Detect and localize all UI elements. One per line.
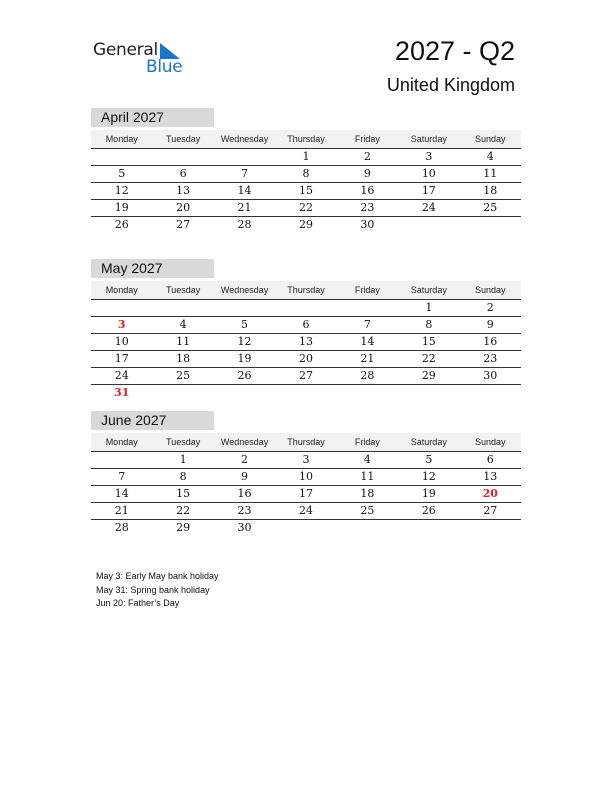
holiday-notes [96,570,219,611]
day-cell: 7 [363,318,371,331]
day-cell: 3 [302,453,310,466]
week-row [91,166,521,183]
day-cell [152,300,213,316]
country-name: United Kingdom [386,75,515,95]
week-row [91,368,521,385]
weekday-label: Wednesday [220,285,269,295]
day-cell: 27 [298,369,313,382]
day-cell: 22 [421,352,436,365]
week-row [91,183,521,200]
day-cell: 5 [425,453,433,466]
holiday-note: Jun 20: Father’s Day [96,598,180,608]
week-row [91,334,521,351]
day-cell: 13 [483,470,498,483]
day-cell [460,520,521,537]
day-cell: 26 [114,218,129,231]
day-cell [91,149,152,165]
weekday-label: Monday [105,134,138,144]
day-cell: 23 [360,201,375,214]
month-calendar-may [91,259,521,402]
day-cell: 2 [241,453,249,466]
week-row [91,317,521,334]
day-cell [275,300,336,316]
day-cell: 12 [114,184,129,197]
day-cell [214,300,275,316]
week-row [91,200,521,217]
weekday-label: Thursday [287,285,325,295]
weekday-label: Sunday [474,285,506,295]
weekday-header-row [91,130,521,149]
day-cell: 21 [114,504,129,517]
day-cell: 1 [179,453,187,466]
day-cell: 30 [483,369,498,382]
month-calendar-april [91,108,521,234]
logo-text-blue: Blue [146,57,183,77]
day-cell: 8 [179,470,187,483]
day-cell: 11 [483,167,498,180]
month-name: April 2027 [91,108,214,127]
day-cell: 27 [176,218,191,231]
holiday-day-cell: 3 [117,318,126,331]
weekday-label: Thursday [287,134,325,144]
day-cell: 10 [114,335,129,348]
day-cell: 19 [237,352,252,365]
day-cell [460,217,521,234]
week-row [91,486,521,503]
day-cell: 24 [421,201,436,214]
logo-text-general: General [93,40,158,60]
weekday-label: Saturday [410,134,447,144]
day-cell: 6 [179,167,187,180]
weekday-label: Saturday [410,285,447,295]
weekday-label: Tuesday [166,285,201,295]
day-cell: 7 [118,470,126,483]
day-cell: 20 [176,201,191,214]
week-row [91,452,521,469]
page-title: 2027 - Q2 [394,36,515,66]
day-cell: 29 [176,521,191,534]
month-name: June 2027 [91,411,214,430]
day-cell: 26 [421,504,436,517]
day-cell [91,452,152,468]
week-row [91,503,521,520]
day-cell: 28 [237,218,252,231]
day-cell: 23 [483,352,498,365]
weekday-label: Friday [354,134,380,144]
day-cell: 16 [483,335,498,348]
weekday-label: Sunday [474,437,506,447]
day-cell: 17 [114,352,129,365]
day-cell: 9 [486,318,494,331]
day-cell: 19 [421,487,436,500]
day-cell: 6 [486,453,494,466]
day-cell: 6 [302,318,310,331]
week-row [91,520,521,537]
day-cell [398,217,459,234]
day-cell: 16 [360,184,375,197]
day-cell: 24 [114,369,129,382]
day-cell: 25 [176,369,191,382]
holiday-note: May 31: Spring bank holiday [96,584,210,595]
day-cell [337,385,398,402]
weekday-label: Tuesday [166,134,201,144]
day-cell: 8 [302,167,310,180]
day-cell: 4 [363,453,371,466]
month-name: May 2027 [91,259,214,278]
day-cell: 8 [425,318,433,331]
week-row [91,300,521,317]
day-cell: 9 [363,167,371,180]
day-cell: 26 [237,369,252,382]
weekday-label: Monday [105,285,138,295]
day-cell [398,385,459,402]
day-cell: 5 [241,318,249,331]
day-cell: 7 [241,167,249,180]
day-cell [460,385,521,402]
day-cell: 2 [486,301,494,314]
weekday-header-row [91,281,521,300]
day-cell: 10 [298,470,313,483]
day-cell: 27 [483,504,498,517]
weekday-label: Monday [105,437,138,447]
day-cell: 21 [237,201,252,214]
day-cell: 25 [360,504,375,517]
day-cell [398,520,459,537]
day-cell: 9 [241,470,249,483]
day-cell: 18 [176,352,191,365]
day-cell: 17 [421,184,436,197]
day-cell [214,385,275,402]
day-cell: 16 [237,487,252,500]
day-cell: 19 [114,201,129,214]
day-cell: 13 [176,184,191,197]
day-cell: 23 [237,504,252,517]
day-cell: 28 [114,521,129,534]
day-cell: 29 [298,218,313,231]
holiday-day-cell: 20 [482,487,498,500]
day-cell: 18 [483,184,498,197]
day-cell: 5 [118,167,126,180]
day-cell: 12 [421,470,436,483]
week-row [91,385,521,402]
day-cell: 11 [176,335,191,348]
day-cell: 22 [176,504,191,517]
month-calendar-june [91,411,521,537]
day-cell: 1 [302,150,310,163]
weekday-label: Tuesday [166,437,201,447]
generalblue-logo [93,40,193,80]
weekday-label: Sunday [474,134,506,144]
day-cell: 2 [363,150,371,163]
day-cell: 14 [360,335,375,348]
day-cell: 17 [298,487,313,500]
day-cell: 11 [360,470,375,483]
weekday-label: Thursday [287,437,325,447]
day-cell: 1 [425,301,433,314]
day-cell [152,385,213,402]
day-cell: 4 [179,318,187,331]
day-cell: 13 [298,335,313,348]
day-cell: 24 [298,504,313,517]
holiday-note: May 3: Early May bank holiday [96,571,219,581]
day-cell: 15 [421,335,436,348]
week-row [91,351,521,368]
day-cell [275,385,336,402]
day-cell: 28 [360,369,375,382]
day-cell: 18 [360,487,375,500]
day-cell [337,520,398,537]
day-cell: 14 [114,487,129,500]
week-row [91,149,521,166]
day-cell: 4 [486,150,494,163]
day-cell: 30 [237,521,252,534]
holiday-day-cell: 31 [114,386,130,399]
day-cell [337,300,398,316]
day-cell: 3 [425,150,433,163]
day-cell: 29 [421,369,436,382]
week-row [91,217,521,234]
day-cell: 15 [298,184,313,197]
day-cell: 20 [298,352,313,365]
day-cell: 21 [360,352,375,365]
weekday-header-row [91,433,521,452]
week-row [91,469,521,486]
day-cell: 25 [483,201,498,214]
weekday-label: Friday [354,437,380,447]
day-cell: 12 [237,335,252,348]
weekday-label: Saturday [410,437,447,447]
day-cell: 14 [237,184,252,197]
day-cell: 22 [298,201,313,214]
day-cell: 10 [421,167,436,180]
weekday-label: Wednesday [220,437,269,447]
weekday-label: Wednesday [220,134,269,144]
day-cell: 30 [360,218,375,231]
day-cell [275,520,336,537]
day-cell [91,300,152,316]
day-cell [214,149,275,165]
day-cell: 15 [176,487,191,500]
weekday-label: Friday [354,285,380,295]
day-cell [152,149,213,165]
